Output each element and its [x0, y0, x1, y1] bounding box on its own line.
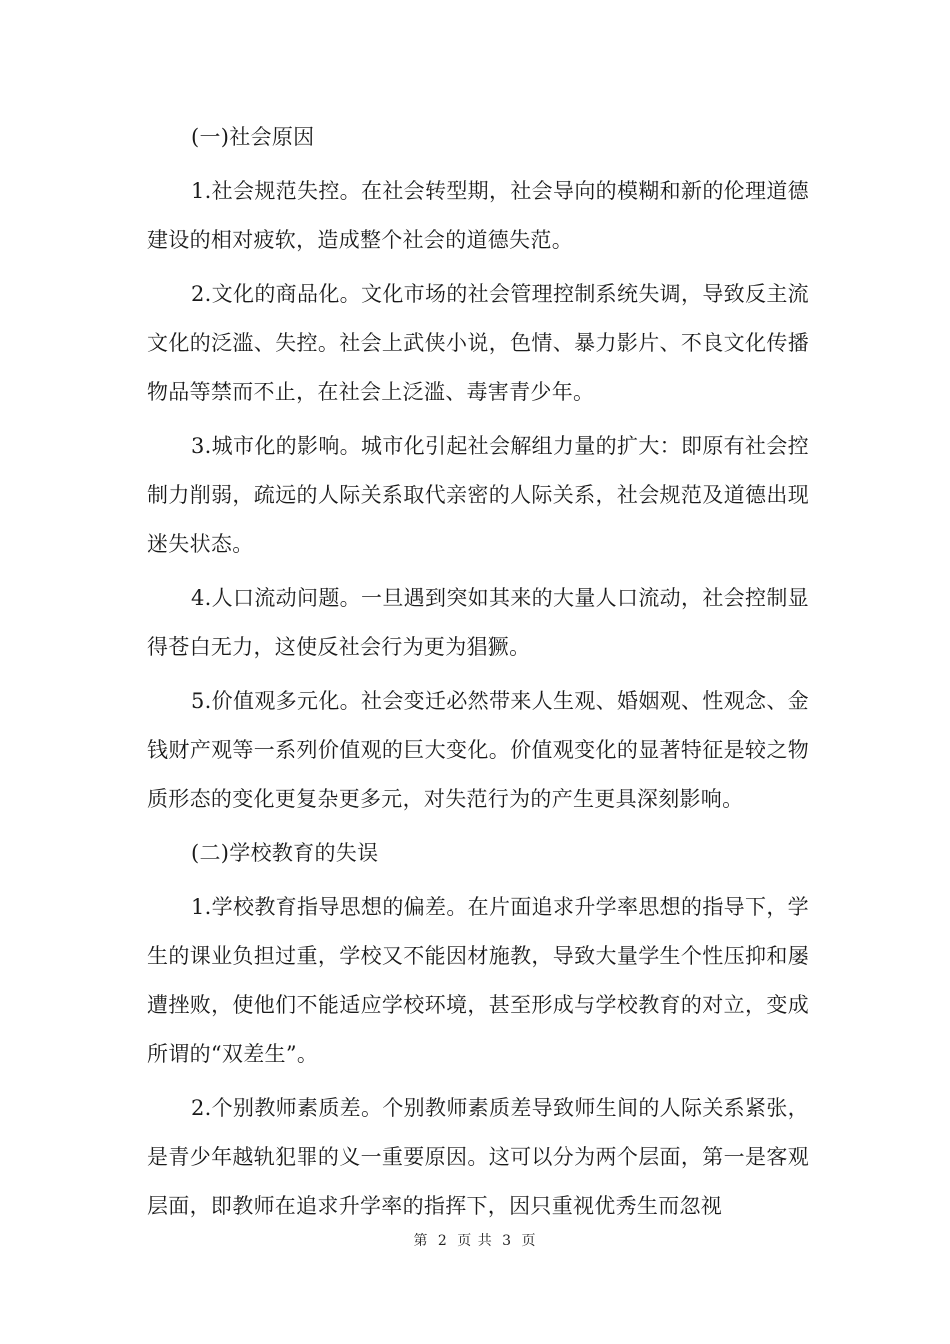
page-footer [0, 1230, 950, 1250]
footer-middle: 页 共 [457, 1233, 493, 1249]
section-heading-school-education: (二)学校教育的失误 [191, 841, 379, 865]
section-heading-social-causes: (一)社会原因 [191, 125, 315, 149]
paragraph: 1.学校教育指导思想的偏差。在片面追求升学率思想的指导下，学生的课业负担过重，学校又不能因材施教，导致大量学生个性压抑和屡遭挫败，使他们不能适应学校环境，甚至形成与学校教育的对立，变成所谓的“双差生”。 [147, 895, 809, 1066]
paragraph: 4.人口流动问题。一旦遇到突如其来的大量人口流动，社会控制显得苍白无力，这使反社会行为更为猖獗。 [147, 586, 809, 659]
document-body [147, 113, 809, 1236]
footer-prefix: 第 [413, 1233, 429, 1249]
footer-current-page: 2 [437, 1233, 448, 1249]
footer-total-pages: 3 [502, 1233, 513, 1249]
footer-suffix: 页 [521, 1233, 537, 1249]
paragraph: 2.文化的商品化。文化市场的社会管理控制系统失调，导致反主流文化的泛滥、失控。社会上武侠小说，色情、暴力影片、不良文化传播物品等禁而不止，在社会上泛滥、毒害青少年。 [147, 282, 809, 404]
paragraph: 2.个别教师素质差。个别教师素质差导致师生间的人际关系紧张，是青少年越轨犯罪的义一重要原因。这可以分为两个层面，第一是客观层面，即教师在追求升学率的指挥下，因只重视优秀生而忽视 [147, 1096, 809, 1218]
paragraph: 3.城市化的影响。城市化引起社会解组力量的扩大：即原有社会控制力削弱，疏远的人际关系取代亲密的人际关系，社会规范及道德出现迷失状态。 [147, 434, 809, 556]
paragraph: 5.价值观多元化。社会变迁必然带来人生观、婚姻观、性观念、金钱财产观等一系列价值观的巨大变化。价值观变化的显著特征是较之物质形态的变化更复杂更多元，对失范行为的产生更具深刻影响。 [147, 689, 809, 811]
paragraph: 1.社会规范失控。在社会转型期，社会导向的模糊和新的伦理道德建设的相对疲软，造成整个社会的道德失范。 [147, 179, 809, 252]
